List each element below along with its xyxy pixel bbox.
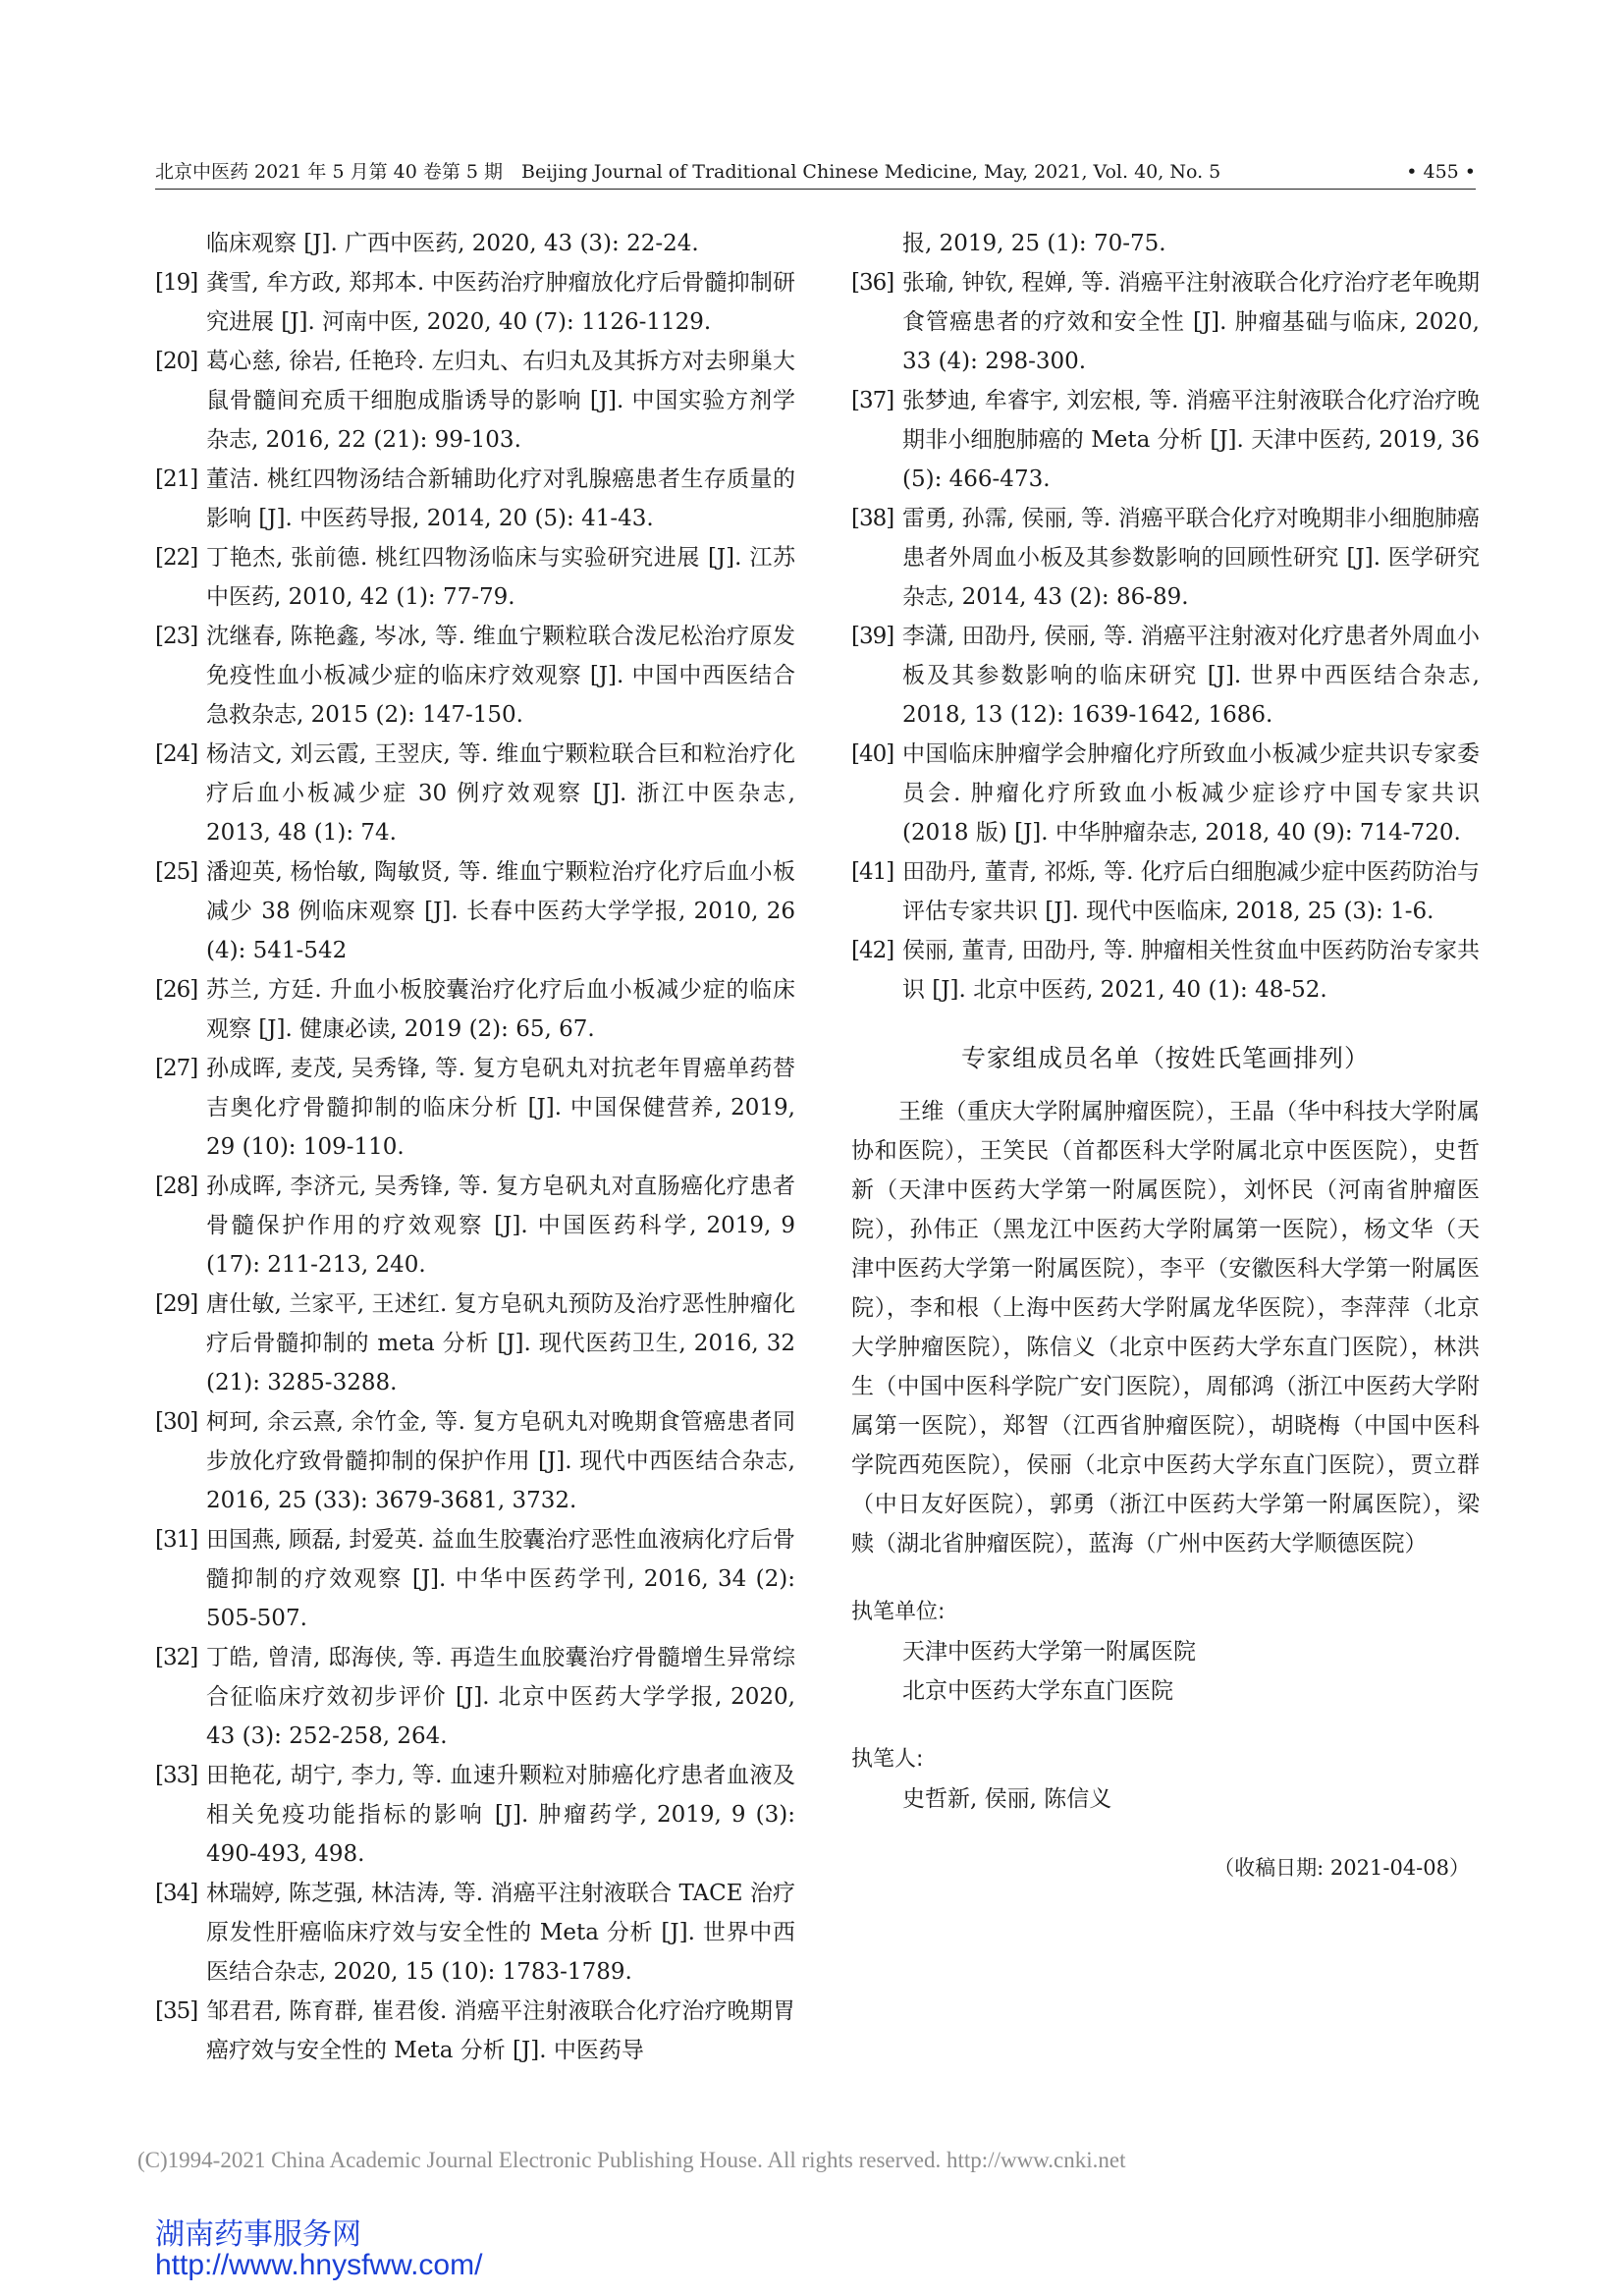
reference-text: 柯珂, 余云熹, 余竹金, 等. 复方皂矾丸对晚期食管癌患者同步放化疗致骨髓抑制的保护作用 [J]. 现代中西医结合杂志, 2016, 25 (33): 3679-3681, 3732. [206,1409,795,1513]
reference-list-left [155,263,795,2070]
reference-list-right [851,263,1480,1010]
reference-continuation: 报, 2019, 25 (1): 70-75. [902,231,1166,256]
reference-item [155,1402,795,1520]
reference-text: 张梦迪, 牟睿宇, 刘宏根, 等. 消癌平注射液联合化疗治疗晚期非小细胞肺癌的 Meta 分析 [J]. 天津中医药, 2019, 36 (5): 466-473. [902,388,1480,492]
reference-item [851,499,1480,617]
running-header [155,157,1476,190]
reference-number: [28] [155,1174,198,1199]
reference-item [155,617,795,735]
reference-text: 潘迎英, 杨怡敏, 陶敏贤, 等. 维血宁颗粒治疗化疗后血小板减少 38 例临床观察 [J]. 长春中医药大学学报, 2010, 26 (4): 541-542 [206,859,795,963]
reference-number: [30] [155,1409,198,1435]
watermark-url[interactable]: http://www.hnysfww.com/ [155,2249,483,2281]
reference-number: [32] [155,1645,198,1670]
reference-text: 侯丽, 董青, 田劭丹, 等. 肿瘤相关性贫血中医药防治专家共识 [J]. 北京中医药, 2021, 40 (1): 48-52. [902,938,1480,1003]
reference-text: 董洁. 桃红四物汤结合新辅助化疗对乳腺癌患者生存质量的影响 [J]. 中医药导报, 2014, 20 (5): 41-43. [206,466,795,531]
reference-text: 田国燕, 顾磊, 封爱英. 益血生胶囊治疗恶性血液病化疗后骨髓抑制的疗效观察 [J]. 中华中医药学刊, 2016, 34 (2): 505-507. [206,1527,795,1631]
reference-number: [24] [155,741,198,767]
reference-number: [39] [851,624,894,649]
reference-item [155,1167,795,1285]
reference-item [155,263,795,342]
reference-number: [34] [155,1881,198,1906]
reference-text: 杨洁文, 刘云霞, 王翌庆, 等. 维血宁颗粒联合巨和粒治疗化疗后血小板减少症 30 例疗效观察 [J]. 浙江中医杂志, 2013, 48 (1): 74. [206,741,795,846]
reference-item [155,1756,795,1874]
reference-number: [29] [155,1291,198,1317]
reference-item [155,1049,795,1167]
writing-unit: 天津中医药大学第一附属医院 [902,1639,1196,1665]
reference-text: 葛心慈, 徐岩, 任艳玲. 左归丸、右归丸及其拆方对去卵巢大鼠骨髓间充质干细胞成脂诱导的影响 [J]. 中国实验方剂学杂志, 2016, 22 (21): 99-103. [206,349,795,453]
reference-item [851,381,1480,499]
writers: 史哲新, 侯丽, 陈信义 [902,1786,1112,1812]
reference-text: 孙成晖, 麦茂, 吴秀锋, 等. 复方皂矾丸对抗老年胃癌单药替吉奥化疗骨髓抑制的临床分析 [J]. 中国保健营养, 2019, 29 (10): 109-110. [206,1056,795,1160]
reference-number: [20] [155,349,198,374]
reference-text: 田艳花, 胡宁, 李力, 等. 血速升颗粒对肺癌化疗患者血液及相关免疫功能指标的影响 [J]. 肿瘤药学, 2019, 9 (3): 490-493, 498. [206,1763,795,1867]
members-title: 专家组成员名单（按姓氏笔画排列） [960,1044,1370,1072]
writing-unit-label: 执笔单位: [851,1600,946,1624]
reference-number: [19] [155,270,198,296]
reference-text: 苏兰, 方廷. 升血小板胶囊治疗化疗后血小板减少症的临床观察 [J]. 健康必读, 2019 (2): 65, 67. [206,977,795,1042]
members-list: 王维（重庆大学附属肿瘤医院），王晶（华中科技大学附属协和医院），王笑民（首都医科大学附属北京中医医院），史哲新（天津中医药大学第一附属医院），刘怀民（河南省肿瘤医院），孙伟正（黑龙江中医药大学附属第一医院），杨文华（天津中医药大学第一附属医院），李平（安徽医科大学第一附属医院），李和根（上海中医药大学附属龙华医院），李萍萍（北京大学肿瘤医院），陈信义（北京中医药大学东直门医院），林洪生（中国中医科学院广安门医院），周郁鸿（浙江中医药大学附属第一医院），郑智（江西省肿瘤医院），胡晓梅（中国中医科学院西苑医院），侯丽（北京中医药大学东直门医院），贾立群（中日友好医院），郭勇（浙江中医药大学第一附属医院），梁赎（湖北省肿瘤医院），蓝海（广州中医药大学顺德医院） [851,1099,1480,1557]
reference-number: [41] [851,859,894,885]
reference-item [155,538,795,617]
right-column [851,224,1480,1887]
reference-item [155,1874,795,1992]
reference-number: [38] [851,506,894,531]
reference-text: 田劭丹, 董青, 祁烁, 等. 化疗后白细胞减少症中医药防治与评估专家共识 [J]. 现代中医临床, 2018, 25 (3): 1-6. [902,859,1480,924]
reference-text: 张瑜, 钟钦, 程婵, 等. 消癌平注射液联合化疗治疗老年晚期食管癌患者的疗效和安全性 [J]. 肿瘤基础与临床, 2020, 33 (4): 298-300. [902,270,1480,374]
reference-text: 唐仕敏, 兰家平, 王述红. 复方皂矾丸预防及治疗恶性肿瘤化疗后骨髓抑制的 meta 分析 [J]. 现代医药卫生, 2016, 32 (21): 3285-3288. [206,1291,795,1395]
reference-text: 丁艳杰, 张前德. 桃红四物汤临床与实验研究进展 [J]. 江苏中医药, 2010, 42 (1): 77-79. [206,545,795,610]
copyright-line: (C)1994-2021 China Academic Journal Electronic Publishing House. All rights reserved. http://www.cnki.net [137,2148,1126,2172]
reference-number: [31] [155,1527,198,1553]
reference-number: [21] [155,466,198,492]
reference-item [155,852,795,970]
reference-item [851,735,1480,852]
writing-unit: 北京中医药大学东直门医院 [902,1678,1173,1704]
reference-number: [40] [851,741,894,767]
reference-item [851,852,1480,931]
reference-number: [23] [155,624,198,649]
reference-item [155,460,795,538]
reference-number: [22] [155,545,198,571]
reference-number: [42] [851,938,894,963]
reference-item [155,1285,795,1402]
reference-item [155,342,795,460]
received-date: （收稿日期: 2021-04-08） [1214,1856,1470,1880]
reference-number: [35] [155,1998,198,2024]
reference-number: [25] [155,859,198,885]
reference-text: 林瑞婷, 陈芝强, 林洁涛, 等. 消癌平注射液联合 TACE 治疗原发性肝癌临床疗效与安全性的 Meta 分析 [J]. 世界中西医结合杂志, 2020, 15 (10): 1783-1789. [206,1881,795,1985]
header-journal-info: 北京中医药 2021 年 5 月第 40 卷第 5 期 Beijing Journal of Traditional Chinese Medicine, May, 2021, Vol. 40, No. 5 [155,161,1221,183]
reference-text: 中国临床肿瘤学会肿瘤化疗所致血小板减少症共识专家委员会. 肿瘤化疗所致血小板减少症诊疗中国专家共识 (2018 版) [J]. 中华肿瘤杂志, 2018, 40 (9): 714-720. [902,741,1480,846]
reference-number: [26] [155,977,198,1003]
reference-number: [37] [851,388,894,413]
reference-text: 丁皓, 曾清, 邸海侠, 等. 再造生血胶囊治疗骨髓增生异常综合征临床疗效初步评价 [J]. 北京中医药大学学报, 2020, 43 (3): 252-258, 264. [206,1645,795,1749]
reference-continuation: 临床观察 [J]. 广西中医药, 2020, 43 (3): 22-24. [206,231,699,256]
reference-item [851,931,1480,1010]
left-column [155,224,795,2070]
reference-item [155,1992,795,2070]
reference-text: 邹君君, 陈育群, 崔君俊. 消癌平注射液联合化疗治疗晚期胃癌疗效与安全性的 Meta 分析 [J]. 中医药导 [206,1998,795,2063]
reference-number: [33] [155,1763,198,1788]
reference-item [851,617,1480,735]
reference-text: 沈继春, 陈艳鑫, 岑冰, 等. 维血宁颗粒联合泼尼松治疗原发免疫性血小板减少症的临床疗效观察 [J]. 中国中西医结合急救杂志, 2015 (2): 147-150. [206,624,795,728]
reference-item [851,263,1480,381]
reference-number: [36] [851,270,894,296]
page-number: • 455 • [1406,161,1476,183]
reference-text: 孙成晖, 李济元, 吴秀锋, 等. 复方皂矾丸对直肠癌化疗患者骨髓保护作用的疗效观察 [J]. 中国医药科学, 2019, 9 (17): 211-213, 240. [206,1174,795,1278]
reference-text: 龚雪, 牟方政, 郑邦本. 中医药治疗肿瘤放化疗后骨髓抑制研究进展 [J]. 河南中医, 2020, 40 (7): 1126-1129. [206,270,795,335]
reference-item [155,970,795,1049]
reference-text: 雷勇, 孙霈, 侯丽, 等. 消癌平联合化疗对晚期非小细胞肺癌患者外周血小板及其参数影响的回顾性研究 [J]. 医学研究杂志, 2014, 43 (2): 86-89. [902,506,1480,610]
writers-label: 执笔人: [851,1747,924,1772]
reference-item [155,1638,795,1756]
watermark-site-name: 湖南药事服务网 [155,2217,361,2252]
reference-item [155,735,795,852]
reference-number: [27] [155,1056,198,1081]
reference-item [155,1520,795,1638]
reference-text: 李潇, 田劭丹, 侯丽, 等. 消癌平注射液对化疗患者外周血小板及其参数影响的临床研究 [J]. 世界中西医结合杂志, 2018, 13 (12): 1639-1642, 1686. [902,624,1480,728]
